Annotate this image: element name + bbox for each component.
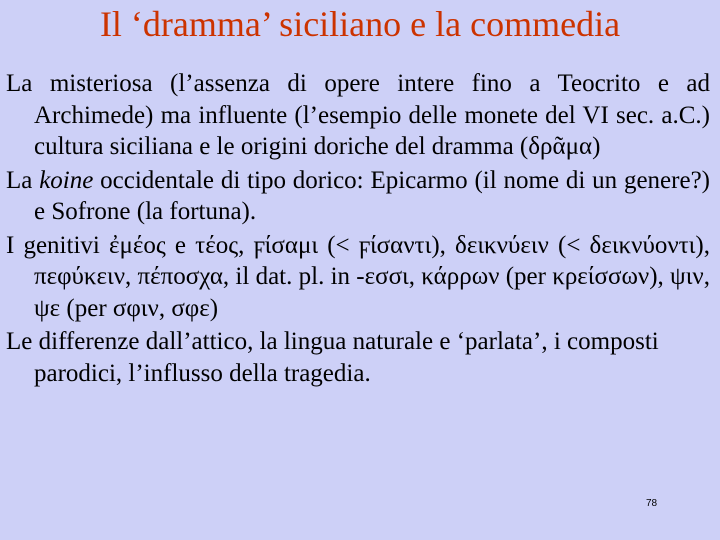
slide-title: Il ‘dramma’ siciliano e la commedia (99, 4, 621, 44)
paragraph-1-text: La misteriosa (l’assenza di opere intere fino a Teocrito e ad Archimede) ma influente (l’esempio delle monete del VI sec. a.C.) cultura siciliana e le origini doriche del dramma (δρᾶμα) (6, 70, 710, 160)
paragraph-3 (6, 230, 710, 325)
paragraph-1 (6, 68, 710, 163)
paragraph-2-koine-italic: koine (39, 166, 94, 194)
paragraph-4 (6, 326, 710, 389)
paragraph-4-text: Le differenze dall’attico, la lingua naturale e ‘parlata’, i composti parodici, l’influsso della tragedia. (6, 328, 659, 387)
paragraph-2-text-end: occidentale di tipo dorico: Epicarmo (il nome di un genere?) e Sofrone (la fortuna). (34, 166, 710, 225)
page-number: 78 (646, 498, 658, 509)
paragraph-2-text-start: La (6, 166, 40, 194)
slide-body (6, 68, 710, 391)
paragraph-2 (6, 165, 710, 228)
paragraph-3-text: I genitivi ἐμέος e τέος, ϝίσαμι (< ϝίσαντι), δεικνύειν (< δεικνύοντι), πεφύκειν, πέποσχα, il dat. pl. in ‑εσσι, κάρρων (per κρείσσων), ψιν, ψε (per σφιν, σφε) (6, 231, 710, 322)
